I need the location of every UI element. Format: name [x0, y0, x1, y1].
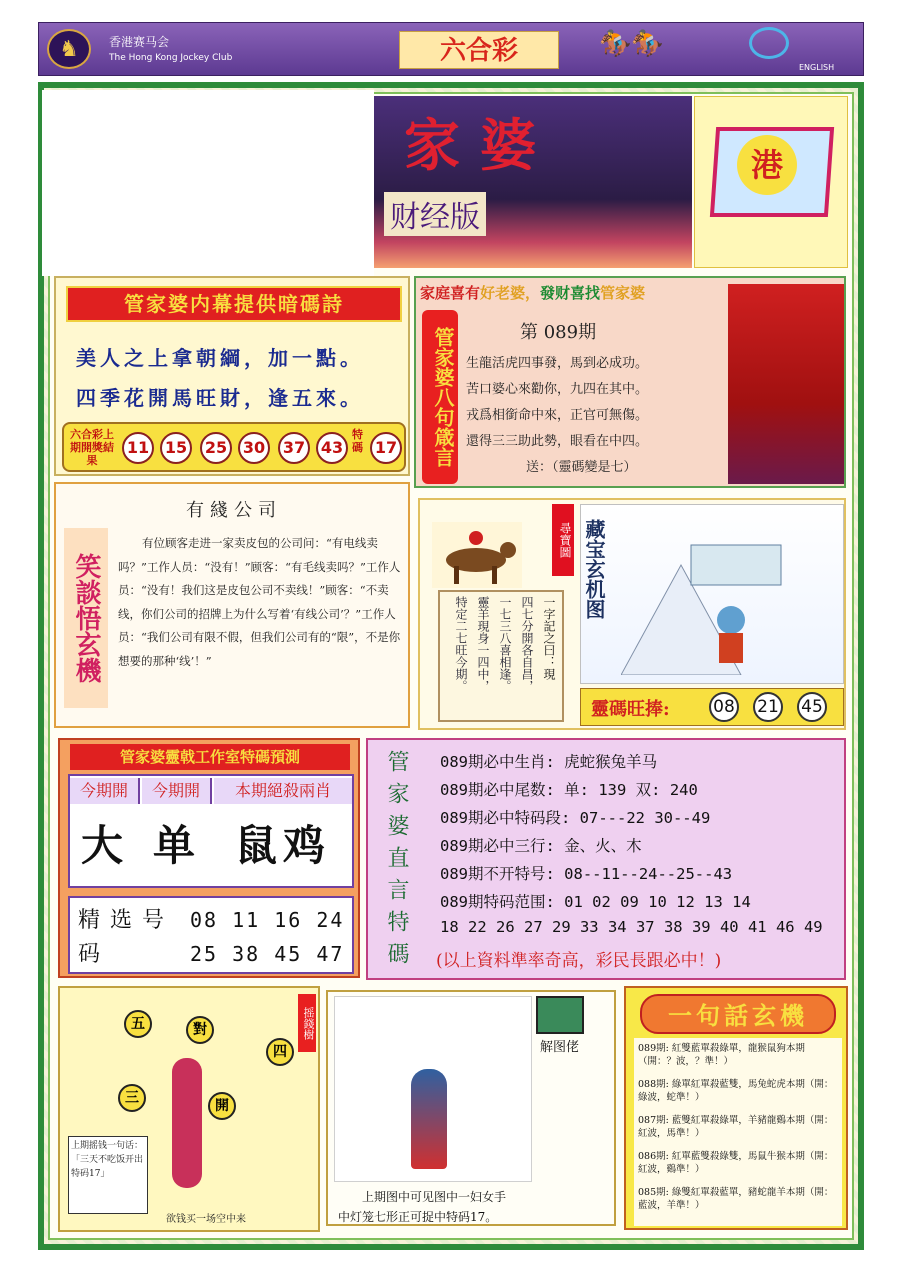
direct-line: 089期必中尾数: 单: 139 双: 240 — [440, 781, 698, 799]
joke-panel — [54, 482, 410, 728]
tree-note: 上期摇钱一句话：「三天不吃饭开出特码17」 — [68, 1136, 148, 1214]
racing-horses-icon: 🏇🏇 — [599, 29, 664, 59]
result-ball: 11 — [122, 432, 154, 464]
prediction-head: 本期絕殺兩肖 — [214, 778, 352, 804]
tree-icon — [172, 1058, 202, 1188]
direct-line: 18 22 26 27 29 33 34 37 38 39 40 41 46 49 — [440, 918, 823, 936]
tree-footer: 欲钱买一场空中来 — [166, 1214, 246, 1225]
jockey-club-logo-icon[interactable]: ♞ — [47, 29, 91, 69]
puzzle-caption: 上期图中可见图中一妇女手 — [362, 1190, 507, 1204]
direct-line: 089期不开特号: 08--11--24--25--43 — [440, 865, 733, 883]
poem-line-1: 美人之上拿朝綱，加一點。 — [76, 346, 364, 370]
result-ball: 43 — [316, 432, 348, 464]
direct-line: 089期必中三行: 金、火、木 — [440, 837, 642, 855]
club-name-en: The Hong Kong Jockey Club — [109, 53, 233, 63]
joke-vertical-title: 笑談悟玄機 — [64, 528, 108, 708]
eight-header — [420, 282, 756, 303]
one-sentence-line: 088期: 綠單紅單殺藍雙，馬兔蛇虎本期（開：綠波，蛇準！） — [638, 1079, 834, 1103]
picture-puzzle-panel — [326, 990, 616, 1226]
riddle-scroll — [438, 590, 564, 722]
treasure-tag: 尋寶圖 — [552, 504, 574, 576]
eight-line: 苦口婆心來勸你，九四在其中。 — [466, 382, 649, 397]
eight-header-right-a: 發财喜找 — [540, 284, 601, 302]
eight-line: 送：（靈碼變是七） — [526, 460, 637, 475]
lucky-ball: 45 — [797, 692, 827, 722]
last-results — [62, 422, 406, 472]
selected-numbers-label: 精选号码 — [78, 908, 175, 967]
money-tree-panel — [58, 986, 320, 1232]
special-label: 特碼 — [352, 428, 363, 454]
prediction-big: 单 — [152, 821, 201, 870]
one-sentence-line: 087期: 藍雙紅單殺綠單，羊豬龍鷄本期（開：紅波，馬準！） — [638, 1115, 834, 1139]
puzzle-caption: 中灯笼七形正可捉中特码17。 — [338, 1210, 498, 1224]
money-tree-tag: 摇錢樹 — [298, 994, 316, 1052]
prediction-head: 今期開 — [142, 778, 212, 804]
tree-ball: 開 — [208, 1092, 236, 1120]
tree-ball: 五 — [124, 1010, 152, 1038]
lantern-panel — [694, 96, 848, 268]
puzzle-label: 解图佬 — [540, 1040, 580, 1055]
scroll-col: 靈羊現身一四中， — [476, 596, 490, 692]
tree-ball: 四 — [266, 1038, 294, 1066]
woman-figure — [411, 1069, 447, 1169]
title-banner — [374, 96, 692, 268]
joke-text: 有位顾客走进一家卖皮包的公司问：“有电线卖吗？”工作人员：“没有！”顾客：“有毛线卖吗？”工作人员：“没有！我们这是皮包公司不卖线！”顾客：“不卖线，你们公司的招牌上为什么写着‘有线公司’？”工作人员：“我们公司有限不假，但我们公司有的“限”，不是你想要的那种‘线’！” — [118, 536, 401, 668]
direct-words-panel — [366, 738, 846, 980]
results-label: 六合彩上期開獎結果 — [70, 428, 114, 467]
english-link[interactable]: ENGLISH — [799, 63, 835, 72]
poem-line-2: 四季花開馬旺財，逢五來。 — [76, 386, 364, 410]
result-ball: 25 — [200, 432, 232, 464]
blank-area — [42, 90, 374, 276]
scroll-col: 一字記之曰：現 — [542, 596, 556, 680]
prediction-big: 大 — [80, 821, 129, 870]
joke-title: 有綫公司 — [186, 500, 282, 521]
period-label: 第 089期 — [520, 322, 597, 343]
lucky-numbers-bar — [580, 688, 844, 726]
lantern-char: 港 — [737, 135, 797, 195]
one-sentence-line: 086期: 紅單藍雙殺綠雙，馬鼠牛猴本期（開：紅波，鷄準！） — [638, 1151, 834, 1175]
banner-title: 家婆 — [404, 113, 556, 179]
direct-line: 089期必中特码段: 07---22 30--49 — [440, 809, 711, 827]
puzzle-image — [334, 996, 532, 1182]
tree-ball: 三 — [118, 1084, 146, 1112]
one-sentence-body — [634, 1038, 842, 1226]
prediction-big: 鼠鸡 — [234, 821, 331, 870]
english-logo-icon[interactable] — [749, 27, 789, 59]
result-ball: 15 — [160, 432, 192, 464]
puzzle-icon — [536, 996, 584, 1034]
selected-numbers-row: 25 38 45 47 — [190, 942, 345, 966]
scene-title: 藏宝玄机图 — [582, 519, 606, 619]
lucky-label: 靈碼旺捧: — [591, 699, 670, 720]
prediction-head: 今期開 — [70, 778, 140, 804]
direct-vertical-title: 管家婆直言特碼 — [384, 750, 409, 974]
lucky-ball: 21 — [753, 692, 783, 722]
banner-subtitle: 财经版 — [384, 192, 486, 236]
treasure-scene-image — [580, 504, 844, 684]
selected-numbers-row: 08 11 16 24 — [190, 908, 345, 932]
poem-title: 管家婆内幕提供暗碼詩 — [66, 286, 402, 322]
tree-ball: 對 — [186, 1016, 214, 1044]
one-sentence-panel — [624, 986, 848, 1230]
club-name-cn: 香港赛马会 — [109, 35, 170, 49]
one-sentence-title: 一句話玄機 — [640, 994, 836, 1034]
direct-footer: (以上資料準率奇高，彩民長跟必中！) — [436, 951, 722, 971]
site-header — [38, 22, 864, 76]
prediction-title: 管家婆靈戟工作室特碼預測 — [70, 744, 350, 770]
mark-six-brand[interactable]: 六合彩 — [399, 31, 559, 69]
direct-line: 089期特码范围: 01 02 09 10 12 13 14 — [440, 893, 751, 911]
eight-header-right-b: 管家婆 — [600, 284, 646, 302]
eight-header-left: 家庭喜有 — [420, 284, 481, 302]
eight-line: 還得三三助此勢，眼看在中四。 — [466, 434, 649, 449]
scroll-col: 特定二七旺今期。 — [454, 596, 468, 692]
eight-line: 戎爲相銜命中來，正官可無傷。 — [466, 408, 649, 423]
treasure-map-panel — [418, 498, 846, 730]
prediction-table — [68, 774, 354, 888]
eight-sentences-panel — [414, 276, 846, 488]
one-sentence-line: 085期: 綠雙紅單殺藍單，豬蛇龍羊本期（開：藍波，羊準！） — [638, 1187, 834, 1211]
scroll-col: 四七分開各自昌， — [520, 596, 534, 692]
result-ball: 37 — [278, 432, 310, 464]
scroll-col: 一七三八喜相逢。 — [498, 596, 512, 692]
prediction-panel — [58, 738, 360, 978]
bride-image — [728, 284, 844, 484]
selected-numbers — [68, 896, 354, 974]
lucky-ball: 08 — [709, 692, 739, 722]
eight-vertical-title: 管家婆八句箴言 — [422, 310, 458, 484]
eight-header-mid: 好老婆， — [480, 284, 541, 302]
special-ball: 17 — [370, 432, 402, 464]
poem-panel — [54, 276, 410, 476]
direct-line: 089期必中生肖: 虎蛇猴兔羊马 — [440, 753, 658, 771]
one-sentence-line: 089期: 紅雙藍單殺綠單，龍猴鼠狗本期（開：？波，？準！） — [638, 1043, 805, 1067]
horse-rider-icon — [432, 522, 522, 588]
result-ball: 30 — [238, 432, 270, 464]
eight-line: 生龍活虎四事發，馬到必成功。 — [466, 356, 649, 371]
